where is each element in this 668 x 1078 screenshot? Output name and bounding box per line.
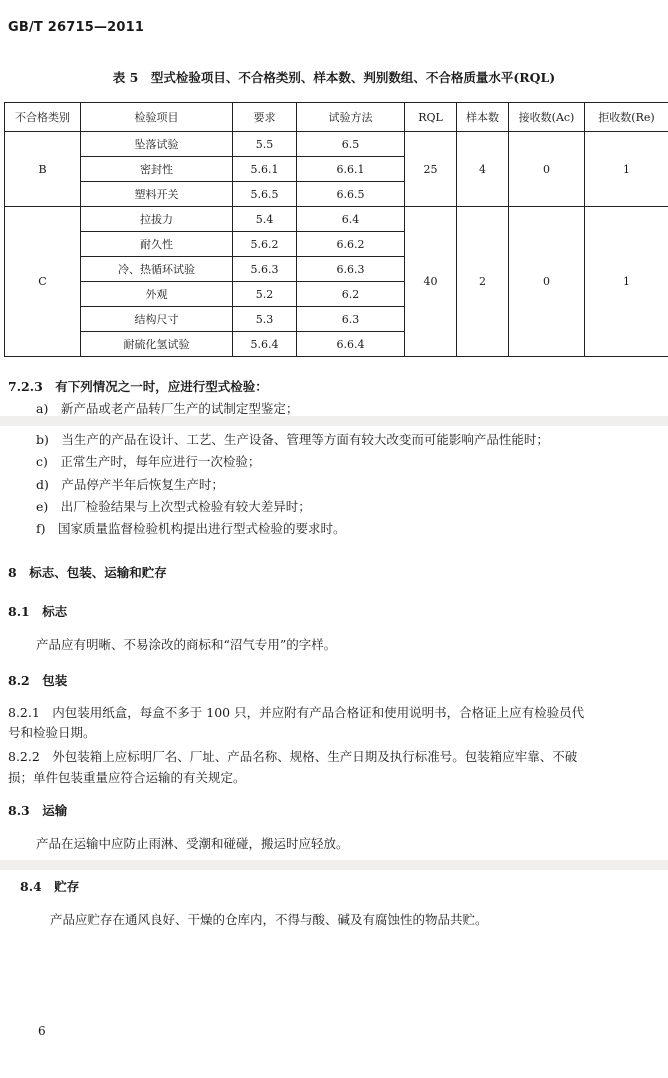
- col-header-ac: 接收数(Ac): [509, 103, 585, 132]
- requirement-cell: 5.6.5: [233, 182, 297, 207]
- table-row: [5, 207, 668, 232]
- method-cell: 6.2: [297, 282, 405, 307]
- method-cell: 6.6.4: [297, 332, 405, 357]
- list-item: b) 当生产的产品在设计、工艺、生产设备、管理等方面有较大改变而可能影响产品性能时；: [36, 432, 549, 447]
- clause-8-2-2-line1: 8.2.2 外包装箱上应标明厂名、厂址、产品名称、规格、生产日期及执行标准号。包装箱应牢靠、不破: [8, 749, 578, 764]
- item-cell: 坠落试验: [81, 132, 233, 157]
- category-cell: B: [5, 132, 81, 207]
- clause-8-4-heading: 8.4 贮存: [20, 879, 80, 894]
- requirement-cell: 5.3: [233, 307, 297, 332]
- type-inspection-table: [4, 102, 668, 357]
- clause-8-4-body: 产品应贮存在通风良好、干燥的仓库内，不得与酸、碱及有腐蚀性的物品共贮。: [50, 912, 488, 927]
- col-header-sample: 样本数: [457, 103, 509, 132]
- requirement-cell: 5.6.4: [233, 332, 297, 357]
- list-item: a) 新产品或老产品转厂生产的试制定型鉴定；: [36, 401, 299, 416]
- re-cell: 1: [585, 207, 668, 357]
- method-cell: 6.3: [297, 307, 405, 332]
- sample-cell: 4: [457, 132, 509, 207]
- item-cell: 耐硫化氢试验: [81, 332, 233, 357]
- ac-cell: 0: [509, 207, 585, 357]
- clause-7-2-3-title: 7.2.3 有下列情况之一时，应进行型式检验：: [8, 379, 268, 394]
- method-cell: 6.4: [297, 207, 405, 232]
- table-row: [5, 132, 668, 157]
- scan-shading-top: [0, 416, 668, 426]
- section-8-heading: 8 标志、包装、运输和贮存: [8, 565, 167, 580]
- method-cell: 6.5: [297, 132, 405, 157]
- requirement-cell: 5.6.1: [233, 157, 297, 182]
- clause-8-1-body: 产品应有明晰、不易涂改的商标和“沼气专用”的字样。: [36, 637, 337, 652]
- standard-number: GB/T 26715—2011: [8, 20, 145, 35]
- category-cell: C: [5, 207, 81, 357]
- item-cell: 冷、热循环试验: [81, 257, 233, 282]
- item-cell: 外观: [81, 282, 233, 307]
- item-cell: 密封性: [81, 157, 233, 182]
- method-cell: 6.6.1: [297, 157, 405, 182]
- rql-cell: 25: [405, 132, 457, 207]
- table-header-row: [5, 103, 668, 132]
- list-item: f) 国家质量监督检验机构提出进行型式检验的要求时。: [36, 521, 346, 536]
- clause-8-2-1-line2: 号和检验日期。: [8, 725, 96, 740]
- clause-8-3-body: 产品在运输中应防止雨淋、受潮和碰碰，搬运时应轻放。: [36, 836, 349, 851]
- item-cell: 结构尺寸: [81, 307, 233, 332]
- ac-cell: 0: [509, 132, 585, 207]
- col-header-re: 拒收数(Re): [585, 103, 668, 132]
- item-cell: 塑料开关: [81, 182, 233, 207]
- rql-cell: 40: [405, 207, 457, 357]
- method-cell: 6.6.5: [297, 182, 405, 207]
- item-cell: 拉拔力: [81, 207, 233, 232]
- clause-8-2-heading: 8.2 包装: [8, 673, 68, 688]
- col-header-method: 试验方法: [297, 103, 405, 132]
- requirement-cell: 5.4: [233, 207, 297, 232]
- clause-8-1-heading: 8.1 标志: [8, 604, 68, 619]
- item-cell: 耐久性: [81, 232, 233, 257]
- requirement-cell: 5.2: [233, 282, 297, 307]
- sample-cell: 2: [457, 207, 509, 357]
- requirement-cell: 5.6.2: [233, 232, 297, 257]
- clause-8-2-1-line1: 8.2.1 内包装用纸盒，每盒不多于 100 只，并应附有产品合格证和使用说明书，合格证上应有检验员代: [8, 705, 585, 720]
- method-cell: 6.6.3: [297, 257, 405, 282]
- clause-8-2-2-line2: 损；单件包装重量应符合运输的有关规定。: [8, 770, 246, 785]
- list-item: c) 正常生产时，每年应进行一次检验；: [36, 454, 261, 469]
- col-header-category: 不合格类别: [5, 103, 81, 132]
- col-header-item: 检验项目: [81, 103, 233, 132]
- table-caption: 表 5 型式检验项目、不合格类别、样本数、判别数组、不合格质量水平(RQL): [112, 70, 556, 85]
- clause-8-3-heading: 8.3 运输: [8, 803, 68, 818]
- method-cell: 6.6.2: [297, 232, 405, 257]
- re-cell: 1: [585, 132, 668, 207]
- page-number: 6: [38, 1024, 46, 1038]
- scan-shading-bottom: [0, 860, 668, 870]
- list-item: e) 出厂检验结果与上次型式检验有较大差异时；: [36, 499, 311, 514]
- requirement-cell: 5.5: [233, 132, 297, 157]
- col-header-requirement: 要求: [233, 103, 297, 132]
- requirement-cell: 5.6.3: [233, 257, 297, 282]
- list-item: d) 产品停产半年后恢复生产时；: [36, 477, 224, 492]
- col-header-rql: RQL: [405, 103, 457, 132]
